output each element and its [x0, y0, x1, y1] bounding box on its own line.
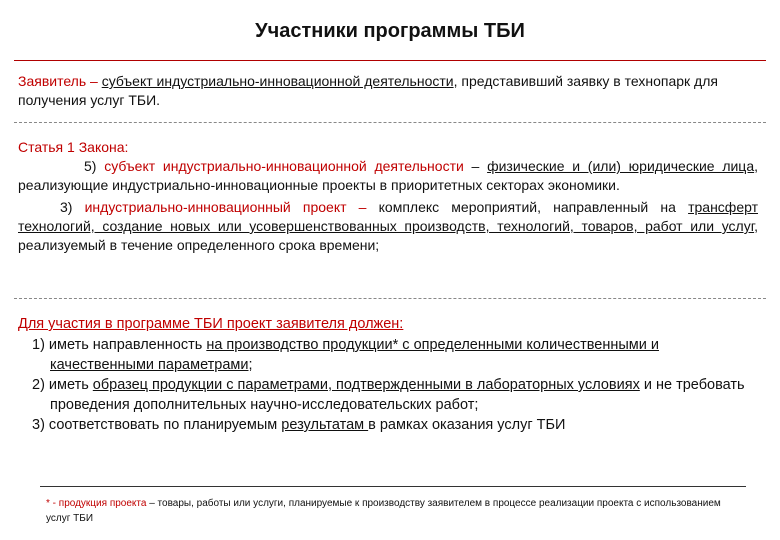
section-divider-1 [14, 122, 766, 123]
article-item-3-underlined: трансферт технологий, создание новых или усовершенствованных производств, технологий, товаров, работ или услуг [18, 199, 758, 234]
requirement-item-1-end: ; [248, 357, 253, 373]
requirements-section [18, 314, 758, 435]
article-item-5-persons: физические и (или) юридические лица [487, 158, 755, 174]
requirement-item-2-text: 2) иметь [32, 377, 93, 393]
article-item-5 [18, 157, 758, 195]
applicant-rest: , представивший заявку в технопарк для получения услуг ТБИ. [18, 73, 718, 108]
article-item-3-plain: комплекс мероприятий, направленный на [366, 199, 689, 215]
footnote-term: продукция проекта [58, 498, 147, 509]
article-item-3-rest: , реализуемый в течение определенного срока времени; [18, 218, 758, 253]
footnote-star: * - [46, 498, 59, 509]
article-item-3-num: 3) [60, 199, 85, 215]
requirement-item-3-underlined: результатам [281, 417, 369, 433]
footnote-rest: – товары, работы или услуги, планируемые к производству заявителем в процессе реализации проекта с использованием услуг ТБИ [46, 498, 721, 524]
requirement-item-2 [18, 375, 758, 415]
requirement-item-1-underlined: на производство продукции* с определенными количественными и качественными параметрами [50, 337, 659, 373]
article-item-5-term: субъект индустриально-инновационной деятельности [104, 158, 464, 174]
applicant-definition [18, 72, 758, 110]
requirement-item-1-text: 1) иметь направленность [32, 337, 207, 353]
requirements-heading: Для участия в программе ТБИ проект заявителя должен: [18, 316, 404, 332]
applicant-term: Заявитель [18, 73, 87, 89]
article-item-5-rest: , реализующие индустриально-инновационные проекты в приоритетных секторах экономики. [18, 158, 759, 193]
article-item-5-dash: – [463, 158, 488, 174]
article-item-3 [18, 198, 758, 255]
applicant-subject: субъект индустриально-инновационной деятельности [101, 73, 454, 89]
applicant-dash: – [86, 73, 102, 89]
page-title: Участники программы ТБИ [255, 20, 525, 42]
requirement-item-3-end: в рамках оказания услуг ТБИ [368, 417, 566, 433]
article-heading: Статья 1 Закона: [18, 139, 129, 155]
article-item-3-term: индустриально-инновационный проект – [84, 199, 367, 215]
footnote [46, 496, 746, 526]
requirement-item-2-end: и не требовать проведения дополнительных научно-исследовательских работ; [50, 377, 745, 413]
requirement-item-1 [18, 335, 758, 375]
requirement-item-3-text: 3) соответствовать по планируемым [32, 417, 282, 433]
section-divider-2 [14, 298, 766, 299]
requirement-item-2-underlined: образец продукции с параметрами, подтвержденными в лабораторных условиях [92, 377, 640, 393]
requirement-item-3 [18, 415, 758, 435]
title-divider [14, 60, 766, 61]
footnote-divider [40, 486, 746, 487]
article-item-5-num: 5) [84, 158, 105, 174]
article-section [18, 138, 758, 255]
